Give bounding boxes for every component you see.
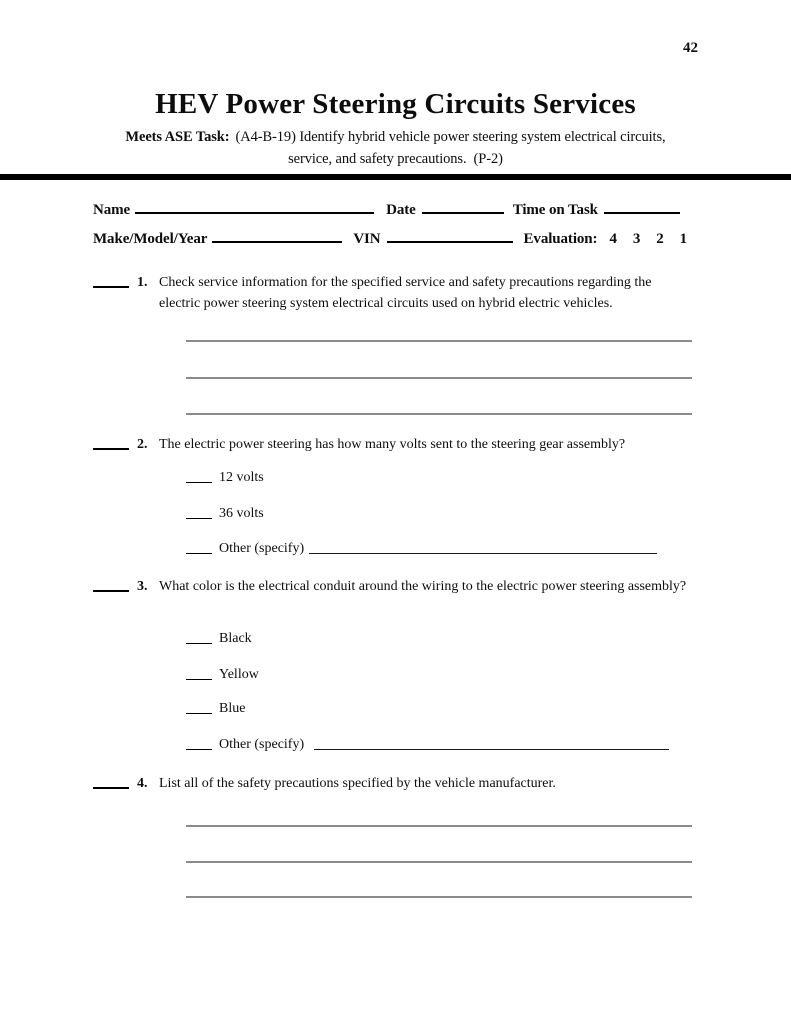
option-check-blank[interactable] [186, 469, 212, 483]
option-label: 36 volts [219, 506, 264, 521]
question-2-text: The electric power steering has how many volts sent to the steering gear assembly? [159, 437, 626, 452]
evaluation-score-3[interactable]: 3 [632, 231, 641, 247]
name-label: Name [93, 202, 131, 218]
name-input-line[interactable] [135, 212, 374, 214]
header-divider-rule [0, 174, 791, 180]
evaluation-score-4[interactable]: 4 [609, 231, 617, 247]
evaluation-score-1[interactable]: 1 [679, 231, 688, 247]
option-label: Other (specify) [219, 541, 305, 556]
question-3-option-yellow [186, 666, 259, 683]
question-3 [93, 576, 698, 597]
page-number: 42 [683, 40, 698, 56]
question-4-answer-line[interactable] [186, 896, 692, 898]
question-1-text: Check service information for the specified service and safety precautions regarding the electric power steering system electrical circuits used on hybrid electric vehicles. [159, 275, 652, 311]
date-label: Date [386, 202, 416, 218]
question-1 [93, 272, 698, 314]
question-2-option-36-volts [186, 505, 264, 522]
info-row-2 [93, 231, 687, 248]
evaluation-label: Evaluation: [523, 231, 598, 247]
option-check-blank[interactable] [186, 736, 212, 750]
option-label: Yellow [219, 667, 259, 682]
question-3-option-other [186, 736, 669, 753]
option-label: 12 volts [219, 470, 264, 485]
other-specify-input-line[interactable] [314, 736, 669, 750]
question-1-answer-line[interactable] [186, 377, 692, 379]
question-4-number: 4. [137, 776, 148, 791]
option-check-blank[interactable] [186, 630, 212, 644]
question-2-number: 2. [137, 437, 148, 452]
evaluation-score-2[interactable]: 2 [656, 231, 664, 247]
question-3-text: What color is the electrical conduit around the wiring to the electric power steering assembly? [159, 579, 687, 594]
make-model-year-input-line[interactable] [212, 241, 342, 243]
question-1-answer-line[interactable] [186, 413, 692, 415]
option-label: Blue [219, 701, 246, 716]
option-check-blank[interactable] [186, 505, 212, 519]
question-1-status-blank[interactable] [93, 272, 129, 288]
option-label: Black [219, 631, 252, 646]
question-3-option-blue [186, 700, 245, 717]
question-1-answer-line[interactable] [186, 340, 692, 342]
time-on-task-label: Time on Task [512, 202, 598, 218]
question-3-number: 3. [137, 579, 148, 594]
question-2-option-12-volts [186, 469, 264, 486]
question-4-text: List all of the safety precautions specified by the vehicle manufacturer. [159, 776, 556, 791]
question-4-answer-line[interactable] [186, 861, 692, 863]
question-2-option-other [186, 540, 657, 557]
option-check-blank[interactable] [186, 666, 212, 680]
question-2-status-blank[interactable] [93, 434, 129, 450]
date-input-line[interactable] [422, 212, 504, 214]
ase-task-line2: service, and safety precautions. (P-2) [288, 151, 503, 167]
make-model-year-label: Make/Model/Year [93, 231, 208, 247]
ase-task-label: Meets ASE Task: [125, 129, 230, 145]
question-4-status-blank[interactable] [93, 773, 129, 789]
question-1-number: 1. [137, 275, 148, 290]
page-title: HEV Power Steering Circuits Services [155, 88, 636, 120]
option-label: Other (specify) [219, 737, 305, 752]
question-4 [93, 773, 698, 794]
question-2 [93, 434, 698, 455]
ase-task-block [0, 126, 791, 170]
option-check-blank[interactable] [186, 540, 212, 554]
vin-input-line[interactable] [387, 241, 513, 243]
time-on-task-input-line[interactable] [604, 212, 680, 214]
ase-task-text: (A4-B-19) Identify hybrid vehicle power steering system electrical circuits, [235, 129, 666, 145]
question-3-option-black [186, 630, 252, 647]
info-row-1 [93, 202, 680, 219]
option-check-blank[interactable] [186, 700, 212, 714]
other-specify-input-line[interactable] [309, 540, 657, 554]
question-4-answer-line[interactable] [186, 825, 692, 827]
question-3-status-blank[interactable] [93, 576, 129, 592]
ase-task-line1 [0, 126, 791, 148]
vin-label: VIN [353, 231, 381, 247]
